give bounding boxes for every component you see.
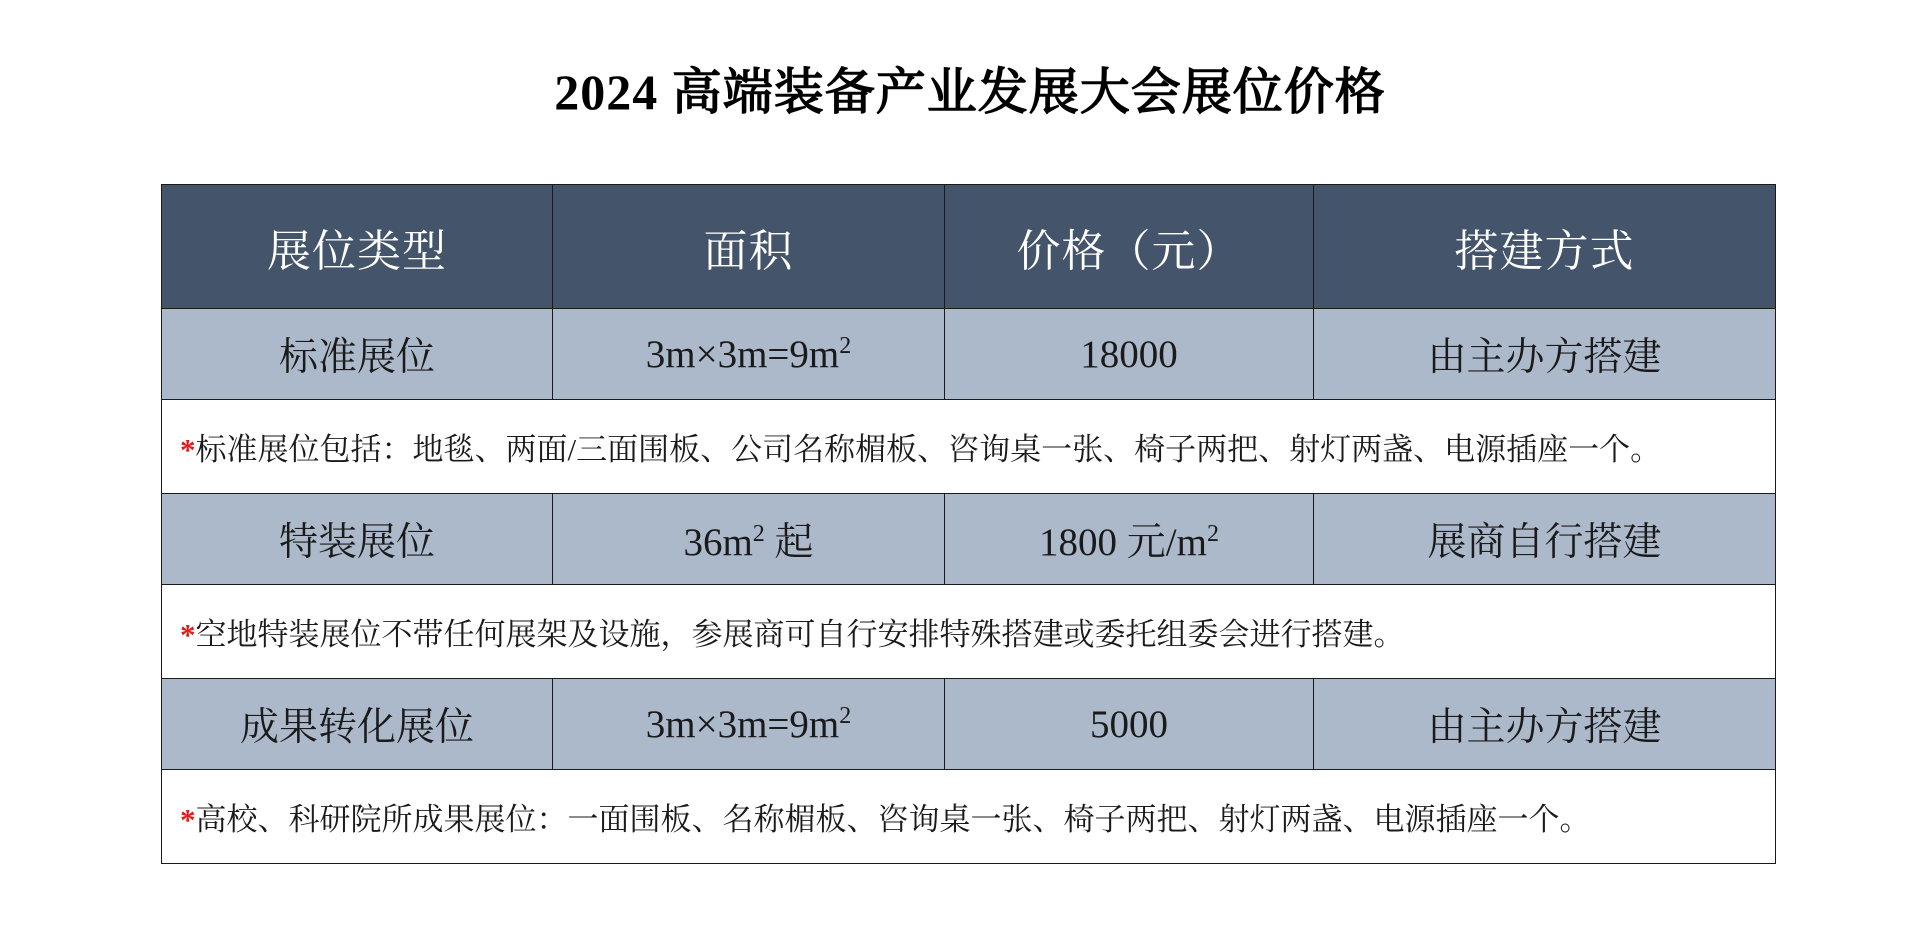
price-value: 1800 元/m bbox=[1039, 521, 1207, 564]
note-cell bbox=[162, 400, 1776, 494]
note-marker: * bbox=[180, 432, 196, 467]
header-price: 价格（元） bbox=[945, 185, 1314, 309]
price-superscript: 2 bbox=[1206, 521, 1219, 547]
cell-price bbox=[945, 309, 1314, 400]
page-title: 2024 高端装备产业发展大会展位价格 bbox=[554, 64, 1386, 120]
cell-price bbox=[945, 679, 1314, 770]
cell-build-method: 展商自行搭建 bbox=[1314, 494, 1776, 585]
note-cell bbox=[162, 585, 1776, 679]
note-row bbox=[162, 585, 1776, 679]
cell-booth-type: 成果转化展位 bbox=[162, 679, 553, 770]
note-marker: * bbox=[180, 802, 196, 837]
cell-booth-type: 特装展位 bbox=[162, 494, 553, 585]
note-cell bbox=[162, 770, 1776, 864]
header-build-method: 搭建方式 bbox=[1314, 185, 1776, 309]
cell-area bbox=[553, 494, 945, 585]
table-row bbox=[162, 494, 1776, 585]
cell-booth-type: 标准展位 bbox=[162, 309, 553, 400]
area-suffix: 起 bbox=[764, 521, 814, 564]
note-text: 空地特装展位不带任何展架及设施，参展商可自行安排特殊搭建或委托组委会进行搭建。 bbox=[195, 617, 1405, 652]
cell-area bbox=[553, 679, 945, 770]
note-text: 标准展位包括：地毯、两面/三面围板、公司名称楣板、咨询桌一张、椅子两把、射灯两盏、电源插座一个。 bbox=[195, 432, 1662, 467]
note-text: 高校、科研院所成果展位：一面围板、名称楣板、咨询桌一张、椅子两把、射灯两盏、电源插座一个。 bbox=[195, 802, 1591, 837]
table-row bbox=[162, 309, 1776, 400]
price-value: 18000 bbox=[1080, 332, 1178, 376]
area-value: 3m×3m=9m bbox=[645, 332, 840, 376]
area-superscript: 2 bbox=[839, 332, 852, 359]
header-area: 面积 bbox=[553, 185, 945, 309]
price-table bbox=[161, 184, 1776, 864]
cell-build-method: 由主办方搭建 bbox=[1314, 679, 1776, 770]
cell-build-method: 由主办方搭建 bbox=[1314, 309, 1776, 400]
area-superscript: 2 bbox=[839, 702, 852, 729]
table-header-row bbox=[162, 185, 1776, 309]
note-row bbox=[162, 400, 1776, 494]
header-booth-type: 展位类型 bbox=[162, 185, 553, 309]
cell-area bbox=[553, 309, 945, 400]
area-value: 36m bbox=[683, 521, 753, 564]
cell-price bbox=[945, 494, 1314, 585]
note-marker: * bbox=[180, 617, 196, 652]
area-value: 3m×3m=9m bbox=[645, 702, 840, 746]
note-row bbox=[162, 770, 1776, 864]
table-row bbox=[162, 679, 1776, 770]
price-value: 5000 bbox=[1090, 702, 1168, 746]
area-superscript: 2 bbox=[752, 521, 765, 547]
